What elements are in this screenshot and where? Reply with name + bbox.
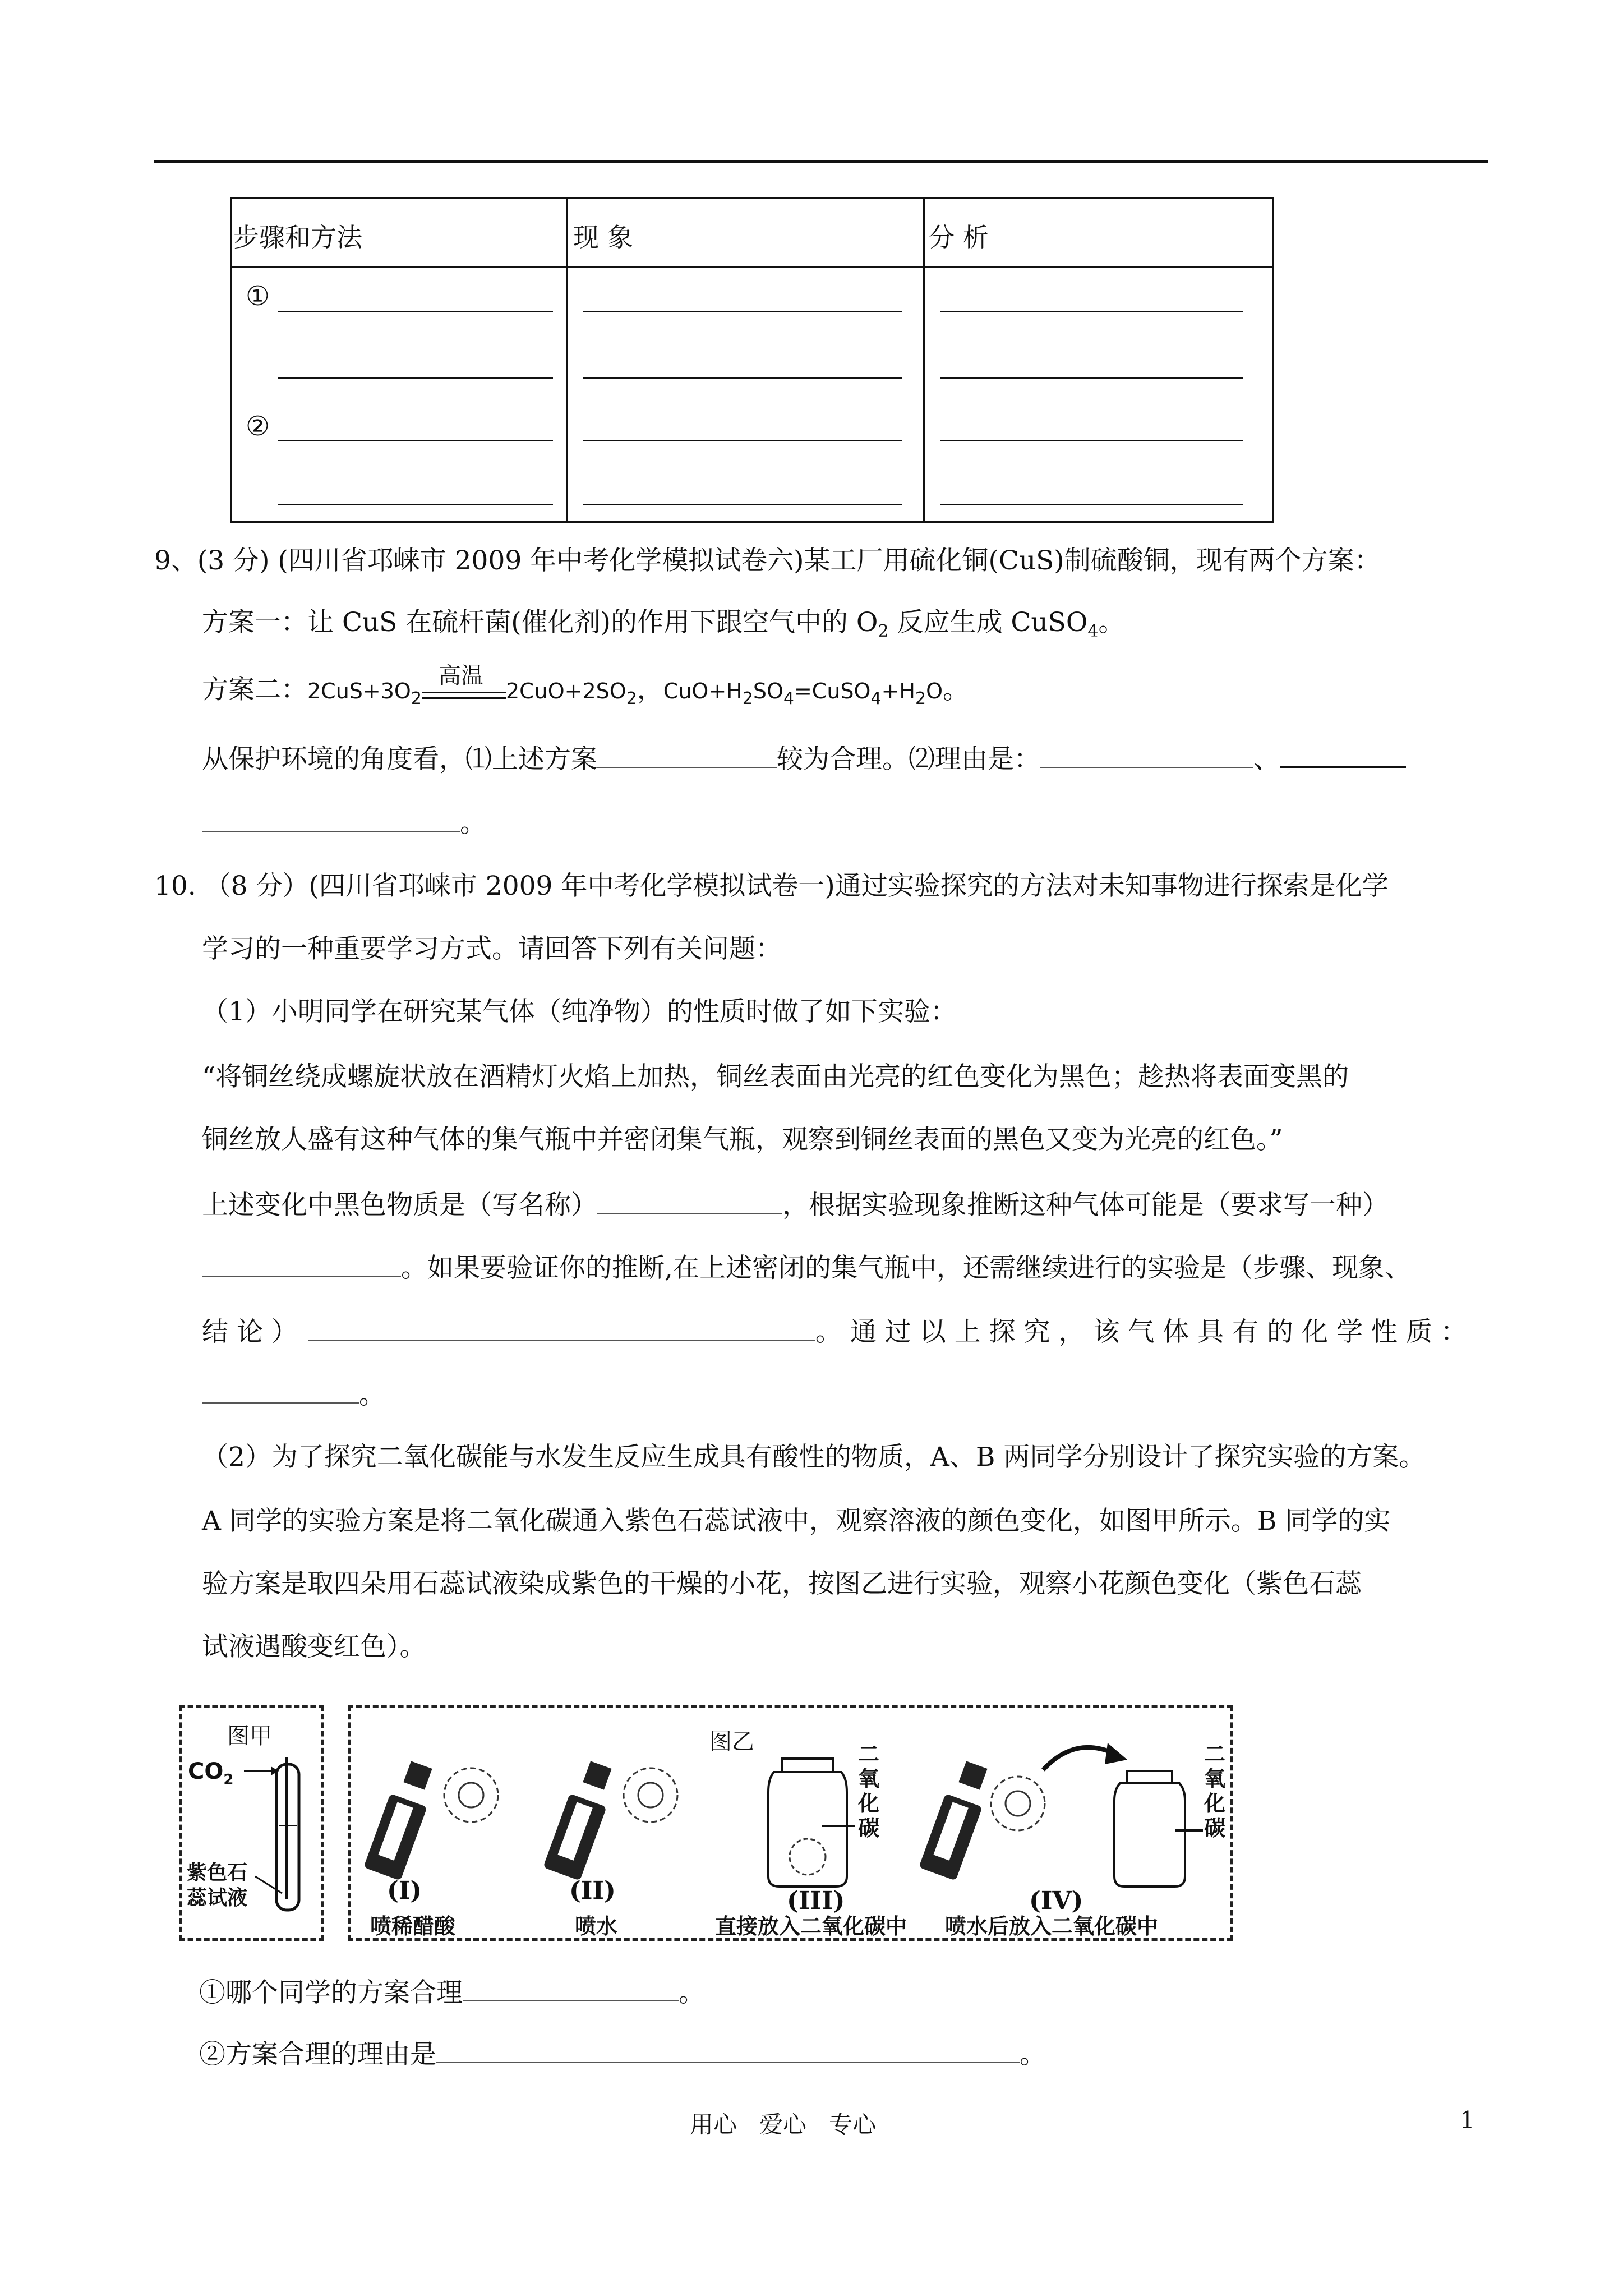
answer-blank[interactable] <box>202 1377 359 1404</box>
q10-question-black-substance: 上述变化中黑色物质是（写名称） ，根据实验现象推断这种气体可能是（要求写一种） <box>202 1187 1389 1222</box>
q9-question-cont: 。 <box>202 805 486 840</box>
answer-blank[interactable] <box>202 805 460 832</box>
sprayer-icon <box>919 1761 987 1880</box>
caption-ii: 喷水 <box>575 1914 618 1939</box>
label-iv: (IV) <box>1029 1887 1083 1915</box>
co2-label: $CO_2$ <box>188 1759 234 1788</box>
page-footer: 用心 爱心 专心 <box>690 2111 877 2138</box>
answer-blank[interactable] <box>278 504 553 505</box>
q10-sub-1: ①哪个同学的方案合理 。 <box>199 1975 705 2010</box>
answer-blank[interactable] <box>1040 741 1253 768</box>
q10-question-verify: 。如果要验证你的推断,在上述密闭的集气瓶中，还需继续进行的实验是（步骤、现象、 <box>202 1250 1411 1285</box>
answer-blank[interactable] <box>202 1250 401 1277</box>
flower-icon <box>444 1768 498 1822</box>
sprayer-icon <box>543 1761 611 1880</box>
caption-iv: 喷水后放入二氧化碳中 <box>945 1914 1159 1939</box>
q10-part-2-b: 验方案是取四朵用石蕊试液染成紫色的干燥的小花，按图乙进行实验，观察小花颜色变化（紫色石蕊 <box>202 1568 1362 1599</box>
label-iii: (III) <box>787 1887 845 1915</box>
caption-iii: 直接放入二氧化碳中 <box>715 1914 907 1939</box>
q10-intro-cont: 学习的一种重要学习方式。请回答下列有关问题： <box>202 933 782 964</box>
litmus-label-2: 蕊试液 <box>187 1887 248 1910</box>
q10-question-property: 。 <box>202 1377 385 1412</box>
q10-intro: 10. （8 分）(四川省邛崃市 2009 年中考化学模拟试卷一)通过实验探究的方法对未知事物进行探索是化学 <box>154 871 1389 901</box>
answer-table <box>230 197 1274 523</box>
answer-blank[interactable] <box>1280 740 1406 768</box>
q10-part-2-c: 试液遇酸变红色）。 <box>202 1631 426 1662</box>
answer-blank[interactable] <box>940 504 1243 505</box>
answer-blank[interactable] <box>278 377 553 379</box>
q10-part-2-a: A 同学的实验方案是将二氧化碳通入紫色石蕊试液中，观察溶液的颜色变化，如图甲所示。B 同学的实 <box>202 1506 1391 1536</box>
label-i: (I) <box>387 1876 422 1905</box>
jar-icon <box>768 1759 855 1887</box>
answer-blank[interactable] <box>278 311 553 312</box>
table-column-divider <box>566 197 568 523</box>
q10-part-2: （2）为了探究二氧化碳能与水发生反应生成具有酸性的物质，A、B 两同学分别设计了探究实验的方案。 <box>202 1442 1426 1473</box>
equation-1-products: $2CuO+2SO_2$ <box>505 679 637 708</box>
table-header-divider <box>230 266 1274 268</box>
jar-label-co2: 二 氧 化 碳 <box>1204 1742 1226 1841</box>
answer-blank[interactable] <box>597 1187 782 1214</box>
flower-icon <box>991 1777 1045 1830</box>
figure-b <box>348 1705 1233 1941</box>
answer-blank[interactable] <box>940 311 1243 312</box>
table-header-phenomenon: 现 象 <box>573 222 633 252</box>
answer-blank[interactable] <box>436 2036 1020 2063</box>
answer-blank[interactable] <box>583 311 902 312</box>
q10-sub-2: ②方案合理的理由是 。 <box>199 2036 1046 2072</box>
equation-2: $CuO+H_2SO_4=CuSO_4+H_2O$ <box>663 679 943 708</box>
q10-question-conclusion: 结 论 ） 。 通 过 以 上 探 究 ， 该 气 体 具 有 的 化 学 性 质 ： <box>202 1314 1467 1349</box>
equation-arrow: 高温 <box>422 675 506 708</box>
answer-blank[interactable] <box>583 377 902 379</box>
caption-i: 喷稀醋酸 <box>370 1914 456 1939</box>
question-9 <box>154 544 1500 858</box>
step-marker-2: ② <box>246 411 270 442</box>
step-marker-1: ① <box>246 280 270 312</box>
q10-part-1: （1）小明同学在研究某气体（纯净物）的性质时做了如下实验： <box>202 996 957 1027</box>
figure-a <box>179 1705 324 1941</box>
flower-icon <box>624 1768 677 1822</box>
question-10 <box>154 869 1500 1767</box>
figure-b-title: 图乙 <box>709 1729 754 1755</box>
equation-1: $2CuS+3O_2$ <box>307 679 422 708</box>
q9-intro: 9、(3 分) (四川省邛崃市 2009 年中考化学模拟试卷六)某工厂用硫化铜(CuS)制硫酸铜，现有两个方案： <box>154 545 1381 576</box>
label-ii: (II) <box>569 1876 616 1905</box>
q10-quote: “将铜丝绕成螺旋状放在酒精灯火焰上加热，铜丝表面由光亮的红色变化为黑色；趁热将表面变黑的 <box>202 1061 1349 1092</box>
q9-question: 从保护环境的角度看，⑴上述方案 较为合理。⑵理由是： 、 <box>202 740 1406 776</box>
answer-blank[interactable] <box>940 440 1243 441</box>
answer-blank[interactable] <box>940 377 1243 379</box>
sprayer-icon <box>363 1761 432 1880</box>
table-column-divider <box>923 197 925 523</box>
table-header-analysis: 分 析 <box>929 222 989 252</box>
answer-blank[interactable] <box>583 504 902 505</box>
answer-blank[interactable] <box>308 1314 815 1341</box>
jar-label-co2: 二 氧 化 碳 <box>858 1742 880 1841</box>
q9-plan-1: 方案一：让 CuS 在硫杆菌(催化剂)的作用下跟空气中的 $O_2$ 反应生成 CuSO$_4$。 <box>202 607 1125 641</box>
header-rule <box>154 160 1488 163</box>
q9-plan-2: 方案二：$2CuS+3O_2$ 高温 $2CuO+2SO_2$，$CuO+H_2SO_4=CuSO_4+H_2O$。 <box>202 673 969 716</box>
table-border <box>230 197 1274 523</box>
answer-blank[interactable] <box>583 440 902 441</box>
litmus-label-1: 紫色石 <box>187 1861 248 1884</box>
q10-quote-cont: 铜丝放人盛有这种气体的集气瓶中并密闭集气瓶，观察到铜丝表面的黑色又变为光亮的红色。” <box>202 1124 1283 1155</box>
figure-a-title: 图甲 <box>227 1723 272 1749</box>
answer-blank[interactable] <box>278 440 553 441</box>
arrow-icon <box>1043 1747 1113 1770</box>
jar-icon <box>1114 1771 1203 1887</box>
answer-blank[interactable] <box>463 1975 679 2001</box>
answer-blank[interactable] <box>597 741 777 768</box>
table-header-steps: 步骤和方法 <box>233 222 362 252</box>
page-number: 1 <box>1460 2106 1475 2134</box>
